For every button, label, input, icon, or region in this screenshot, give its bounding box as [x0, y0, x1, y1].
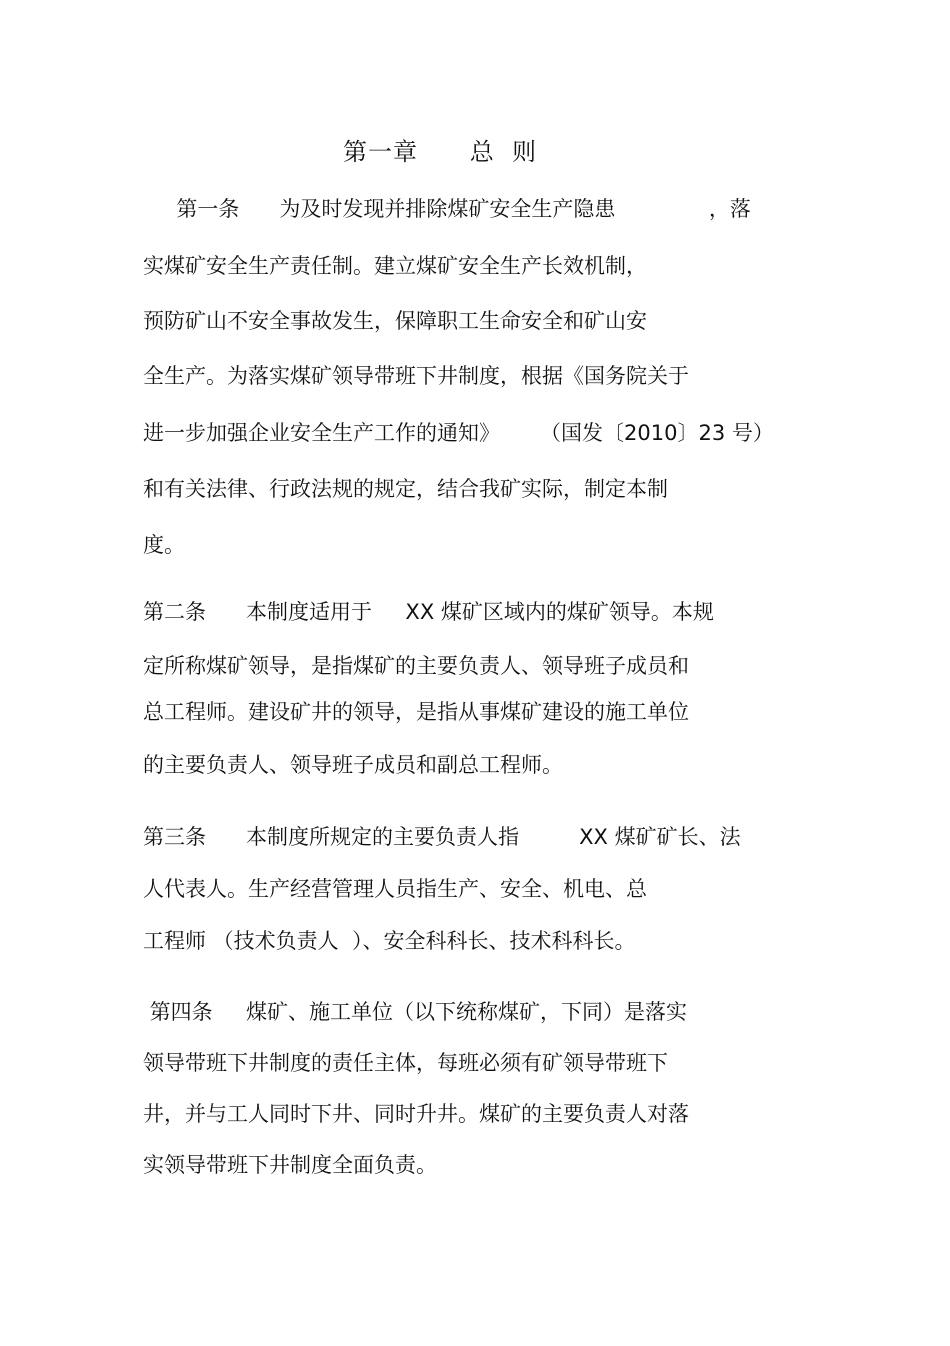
article-1-line-7: 度。	[143, 533, 185, 557]
article-2-line-2: 定所称煤矿领导，是指煤矿的主要负责人、领导班子成员和	[143, 654, 689, 678]
article-2-line-1: 第二条 本制度适用于 XX 煤矿区域内的煤矿领导。本规	[143, 600, 714, 624]
article-1-line-1: 第一条 为及时发现并排除煤矿安全生产隐患 ，落	[143, 197, 751, 221]
article-4-line-3: 井，并与工人同时下井、同时升井。煤矿的主要负责人对落	[143, 1102, 689, 1126]
article-4-line-2: 领导带班下井制度的责任主体，每班必须有矿领导带班下	[143, 1051, 668, 1075]
article-2-line-3: 总工程师。建设矿井的领导，是指从事煤矿建设的施工单位	[143, 700, 689, 724]
article-2-line-4: 的主要负责人、领导班子成员和副总工程师。	[143, 753, 563, 777]
chapter-title: 第一章 总 则	[342, 138, 538, 166]
article-4-line-1: 第四条 煤矿、施工单位（以下统称煤矿，下同）是落实	[143, 1000, 688, 1024]
article-3-line-3: 工程师 （技术负责人 ）、安全科科长、技术科科长。	[143, 929, 636, 953]
article-1-line-4: 全生产。为落实煤矿领导带班下井制度，根据《国务院关于	[143, 364, 689, 388]
article-3-line-2: 人代表人。生产经营管理人员指生产、安全、机电、总	[143, 877, 647, 901]
article-4-line-4: 实领导带班下井制度全面负责。	[143, 1153, 437, 1177]
article-1-line-3: 预防矿山不安全事故发生，保障职工生命安全和矿山安	[143, 309, 647, 333]
article-1-line-6: 和有关法律、行政法规的规定，结合我矿实际，制定本制	[143, 477, 668, 501]
article-3-line-1: 第三条 本制度所规定的主要负责人指 XX 煤矿矿长、法	[143, 825, 741, 849]
article-1-line-2: 实煤矿安全生产责任制。建立煤矿安全生产长效机制，	[143, 254, 647, 278]
article-1-line-5: 进一步加强企业安全生产工作的通知》 （国发〔2010〕23 号）	[143, 421, 774, 445]
